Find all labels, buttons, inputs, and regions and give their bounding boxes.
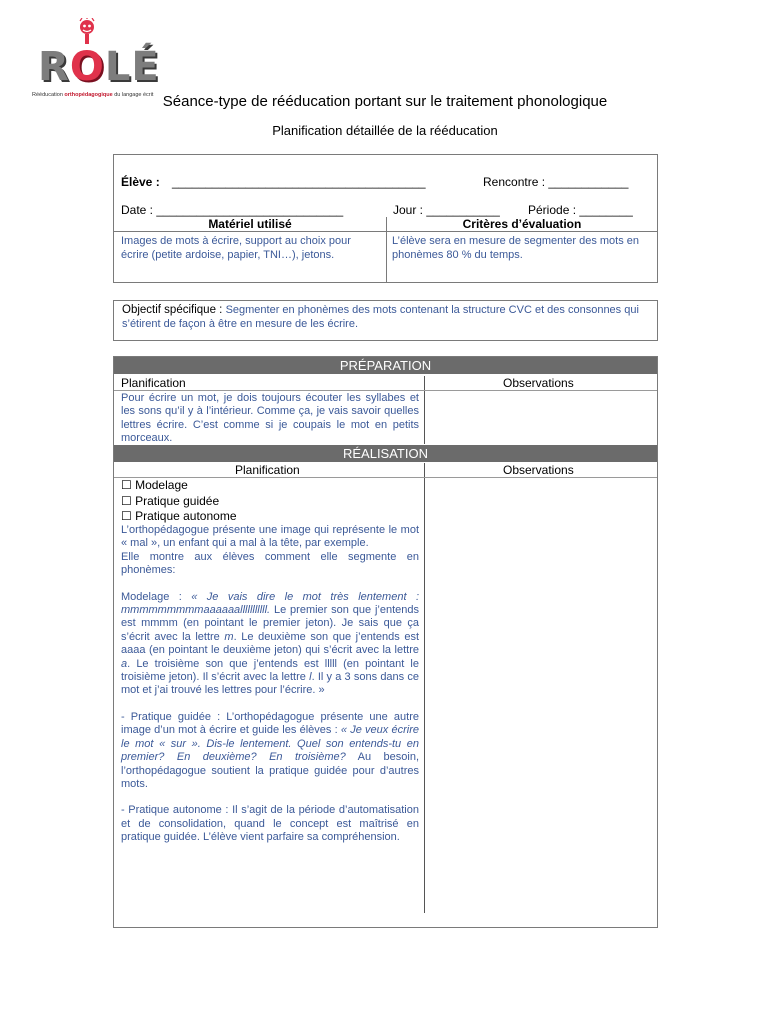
realisation-band: RÉALISATION xyxy=(114,445,657,462)
jour-field[interactable]: Jour : ___________ xyxy=(393,203,500,217)
criteres-text: L’élève sera en mesure de segmenter des mots en phonèmes 80 % du temps. xyxy=(392,235,640,261)
objectif-box xyxy=(113,300,658,341)
mascot-icon xyxy=(76,18,98,44)
student-info-box xyxy=(113,154,658,283)
materiel-header: Matériel utilisé xyxy=(114,217,386,232)
realisation-plan-head: Planification xyxy=(235,463,300,477)
preparation-separator xyxy=(424,376,425,444)
preparation-band: PRÉPARATION xyxy=(114,357,657,374)
objectif-text: Segmenter en phonèmes des mots contenant la structure CVC et des consonnes qui s’étirent de façon à être en mesure de les écrire. xyxy=(122,304,639,330)
logo-wordmark: ROLÉ xyxy=(38,44,160,90)
eleve-field[interactable]: ______________________________________ xyxy=(172,175,426,189)
checkbox-pratique-guidee[interactable]: ☐ Pratique guidée xyxy=(121,493,220,508)
periode-field[interactable]: Période : ________ xyxy=(528,203,633,217)
preparation-plan-head: Planification xyxy=(121,376,186,390)
realisation-separator xyxy=(424,463,425,913)
realisation-text xyxy=(121,524,419,845)
preparation-rule xyxy=(114,390,657,391)
checkbox-pratique-autonome[interactable]: ☐ Pratique autonome xyxy=(121,509,237,523)
preparation-text: Pour écrire un mot, je dois toujours écouter les syllabes et les sons qu’il y à l’intérieur. Comme ça, je vais savoir quelles lettres écrire. C’est comme si je coupais le mot en petits morceaux. xyxy=(121,392,419,445)
rencontre-field[interactable]: Rencontre : ____________ xyxy=(483,175,629,189)
page-subtitle: Planification détaillée de la rééducation xyxy=(272,123,498,138)
intro-paragraph: L’orthopédagogue présente une image qui représente le mot « mal », un enfant qui a mal à la tête, par exemple. xyxy=(121,524,419,550)
modalities-checklist xyxy=(121,478,237,525)
modelage-paragraph: Modelage : « Je vais dire le mot très lentement : mmmmmmmmmaaaaaalllllllllll. Le premier son que j’entends est mmmm (en pointant le premier jeton). Je sais que ça s’écrit avec la lettre m. Le deuxième son que j’entends est aaaa (en pointant le deuxième jeton) qui s’écrit avec la lettre a. Le troisième son que j’entends est lllll (en pointant le troisième jeton). Il s’écrit avec la lettre l. Il y a 3 sons dans ce mot et j’ai trouvé les lettres pour l’écrire. » xyxy=(121,590,419,697)
demo-paragraph: Elle montre aux élèves comment elle segmente en phonèmes: xyxy=(121,550,419,577)
date-field[interactable]: Date : ____________________________ xyxy=(121,203,344,217)
criteres-header: Critères d’évaluation xyxy=(387,217,657,232)
pratique-autonome-paragraph: - Pratique autonome : Il s’agit de la période d’automatisation et de consolidation, quand le concept est maîtrisé en pratique guidée. L’élève vient parfaire sa compréhension. xyxy=(121,804,419,844)
lesson-table xyxy=(113,356,658,928)
pratique-guidee-paragraph: - Pratique guidée : L’orthopédagogue présente une autre image d’un mot à écrire et guide les élèves : « Je veux écrire le mot « sur ». Dis-le lentement. Quel son entends-tu en premier? En deuxième? En troisième? Au besoin, l’orthopédagogue soutient la pratique guidée pour d’autres mots. xyxy=(121,710,420,790)
objectif-label: Objectif spécifique : xyxy=(122,304,223,316)
materiel-text: Images de mots à écrire, support au choix pour écrire (petite ardoise, papier, TNI…), jetons. xyxy=(121,235,351,261)
logo-caption: Rééducation orthopédagogique du langage écrit xyxy=(32,92,154,98)
realisation-obs-head: Observations xyxy=(503,463,574,477)
page-title: Séance-type de rééducation portant sur le traitement phonologique xyxy=(162,93,608,110)
info-divider xyxy=(386,217,387,282)
checkbox-modelage[interactable]: ☐ Modelage xyxy=(121,478,188,492)
preparation-obs-head: Observations xyxy=(503,376,574,390)
role-logo xyxy=(28,16,158,102)
eleve-label: Élève : xyxy=(121,175,160,189)
